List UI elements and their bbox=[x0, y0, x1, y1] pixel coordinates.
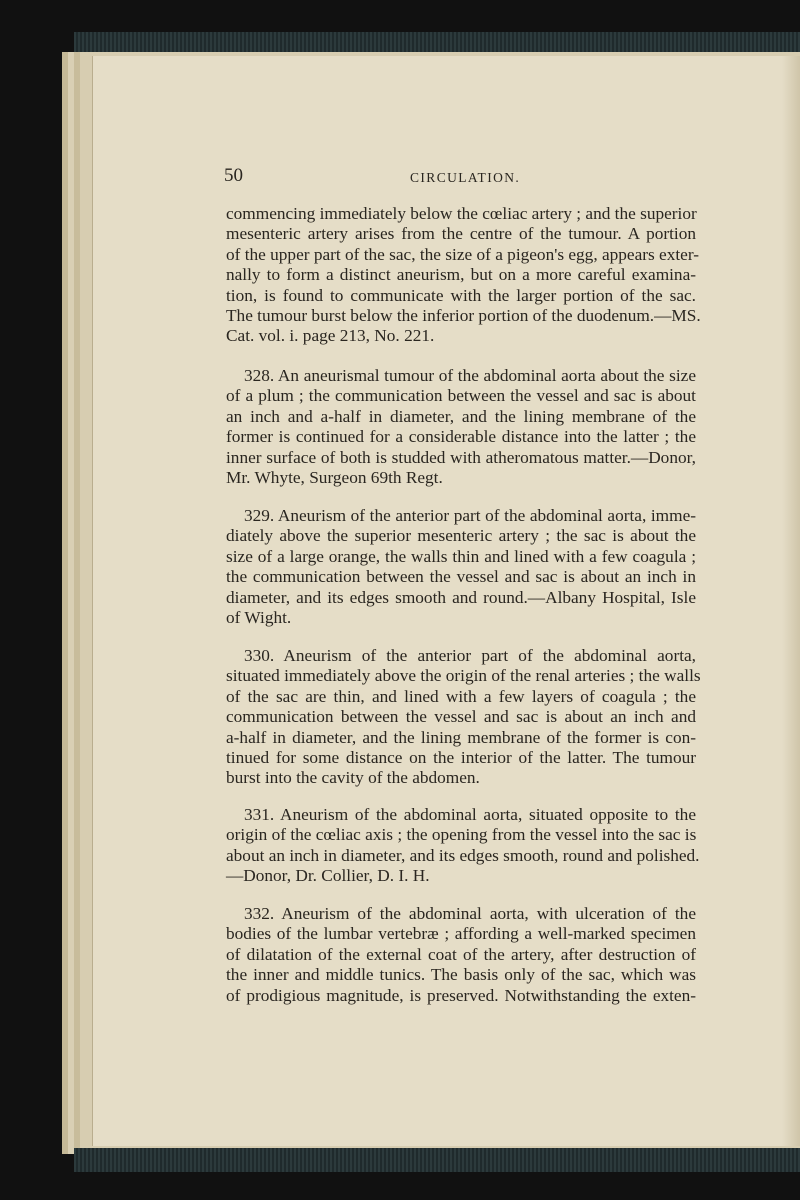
text-line: the communication between the vessel and sac is about an inch in bbox=[226, 567, 696, 587]
text-line: of Wight. bbox=[226, 607, 292, 627]
paragraph-332 bbox=[226, 904, 696, 1006]
text-line: —Donor, Dr. Collier, D. I. H. bbox=[226, 866, 430, 886]
text-line: diameter, and its edges smooth and round.—Albany Hospital, Isle bbox=[226, 587, 696, 607]
text-line: origin of the cœliac axis ; the opening from the vessel into the sac is bbox=[226, 825, 697, 845]
paragraph-continuation bbox=[226, 204, 701, 347]
text-line: The tumour burst below the inferior portion of the duodenum.—MS. bbox=[226, 305, 701, 325]
text-line: bodies of the lumbar vertebræ ; affording a well-marked specimen bbox=[226, 924, 696, 944]
text-line: of the upper part of the sac, the size of a pigeon's egg, appears exter- bbox=[226, 244, 700, 264]
paragraph-330 bbox=[226, 646, 701, 789]
page-right-edge bbox=[782, 56, 800, 1146]
text-line: 329. Aneurism of the anterior part of the abdominal aorta, imme- bbox=[244, 506, 696, 525]
text-line: diately above the superior mesenteric artery ; the sac is about the bbox=[226, 526, 696, 546]
text-line: burst into the cavity of the abdomen. bbox=[226, 768, 480, 788]
paragraph-329 bbox=[226, 506, 696, 628]
text-line: 328. An aneurismal tumour of the abdominal aorta about the size bbox=[244, 366, 696, 385]
text-line: tinued for some distance on the interior of the latter. The tumour bbox=[226, 747, 696, 767]
paragraph-331 bbox=[226, 805, 700, 887]
paragraph-328 bbox=[226, 366, 696, 488]
text-line: former is continued for a considerable distance into the latter ; the bbox=[226, 427, 696, 447]
book-cover-bottom-edge bbox=[74, 1148, 800, 1172]
page-number: 50 bbox=[224, 165, 243, 186]
text-line: size of a large orange, the walls thin and lined with a few coagula ; bbox=[226, 546, 696, 566]
text-line: of the sac are thin, and lined with a few layers of coagula ; the bbox=[226, 686, 696, 706]
text-line: nally to form a distinct aneurism, but on a more careful examina- bbox=[226, 265, 696, 285]
text-line: mesenteric artery arises from the centre of the tumour. A portion bbox=[226, 224, 696, 244]
text-line: 331. Aneurism of the abdominal aorta, situated opposite to the bbox=[244, 805, 696, 824]
text-line: an inch and a-half in diameter, and the lining membrane of the bbox=[226, 406, 696, 426]
text-line: commencing immediately below the cœliac artery ; and the superior bbox=[226, 204, 697, 223]
text-line: about an inch in diameter, and its edges smooth, round and polished. bbox=[226, 845, 700, 865]
text-line: communication between the vessel and sac is about an inch and bbox=[226, 707, 696, 727]
text-line: Mr. Whyte, Surgeon 69th Regt. bbox=[226, 467, 443, 487]
text-line: of dilatation of the external coat of the artery, after destruction of bbox=[226, 944, 696, 964]
text-line: situated immediately above the origin of the renal arteries ; the walls bbox=[226, 666, 701, 686]
text-line: of a plum ; the communication between the vessel and sac is about bbox=[226, 386, 696, 406]
text-line: the inner and middle tunics. The basis only of the sac, which was bbox=[226, 965, 696, 985]
text-line: tion, is found to communicate with the larger portion of the sac. bbox=[226, 285, 696, 305]
running-head: CIRCULATION. bbox=[410, 170, 521, 185]
text-line: 332. Aneurism of the abdominal aorta, with ulceration of the bbox=[244, 904, 696, 923]
text-line: of prodigious magnitude, is preserved. Notwithstanding the exten- bbox=[226, 985, 696, 1005]
text-line: a-half in diameter, and the lining membrane of the former is con- bbox=[226, 727, 696, 747]
text-line: Cat. vol. i. page 213, No. 221. bbox=[226, 326, 435, 346]
text-line: 330. Aneurism of the anterior part of the abdominal aorta, bbox=[244, 646, 696, 665]
text-line: inner surface of both is studded with atheromatous matter.—Donor, bbox=[226, 447, 696, 467]
